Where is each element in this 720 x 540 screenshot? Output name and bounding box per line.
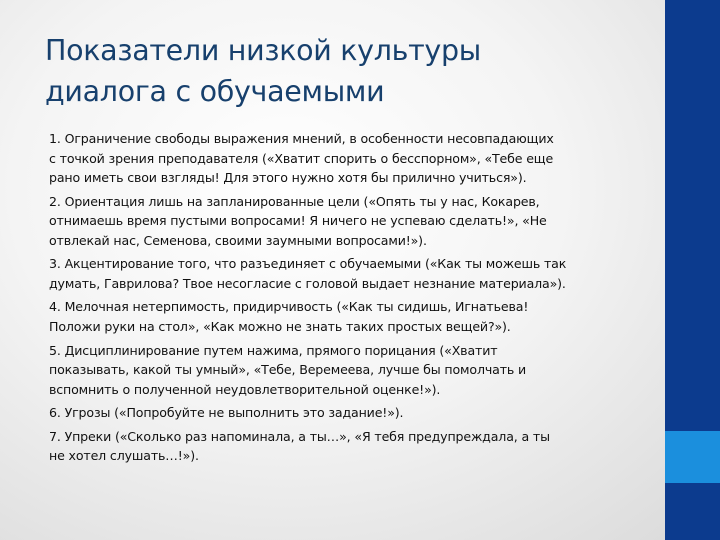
- list-item: [49, 341, 649, 400]
- text-line: 6. Угрозы («Попробуйте не выполнить это задание!»).: [49, 405, 404, 421]
- text-line: 1. Ограничение свободы выражения мнений, в особенности несовпадающих: [49, 131, 554, 146]
- list-item: [49, 427, 649, 466]
- side-accent-block: [665, 431, 720, 483]
- slide-title-line: диалога с обучаемыми: [45, 75, 385, 108]
- list-item: [49, 254, 649, 293]
- text-line: думать, Гаврилова? Твое несогласие с головой выдает незнание материала»).: [49, 275, 566, 291]
- list-item: [49, 403, 649, 423]
- text-line: с точкой зрения преподавателя («Хватит спорить о бесспорном», «Тебе еще: [49, 150, 554, 166]
- text-line: вспомнить о полученной неудовлетворительной оценке!»).: [49, 381, 441, 397]
- slide-title: [45, 30, 645, 112]
- slide-body: [49, 129, 649, 470]
- text-line: не хотел слушать…!»).: [49, 448, 199, 464]
- list-item: [49, 129, 649, 188]
- text-line: 2. Ориентация лишь на запланированные цели («Опять ты у нас, Кокарев,: [49, 193, 540, 209]
- list-item: [49, 192, 649, 251]
- text-line: отвлекай нас, Семенова, своими заумными вопросами!»).: [49, 232, 427, 248]
- text-line: отнимаешь время пустыми вопросами! Я ничего не успеваю сделать!», «Не: [49, 213, 547, 229]
- text-line: 3. Акцентирование того, что разъединяет с обучаемыми («Как ты можешь так: [49, 256, 567, 272]
- text-line: рано иметь свои взгляды! Для этого нужно хотя бы прилично учиться»).: [49, 170, 527, 186]
- text-line: 7. Упреки («Сколько раз напоминала, а ты…», «Я тебя предупреждала, а ты: [49, 428, 550, 444]
- slide-title-line: Показатели низкой культуры: [45, 34, 481, 67]
- text-line: 5. Дисциплинирование путем нажима, прямого порицания («Хватит: [49, 342, 498, 358]
- text-line: Положи руки на стол», «Как можно не знать таких простых вещей?»).: [49, 319, 511, 335]
- text-line: показывать, какой ты умный», «Тебе, Веремеева, лучше бы помолчать и: [49, 362, 527, 378]
- text-line: 4. Мелочная нетерпимость, придирчивость («Как ты сидишь, Игнатьева!: [49, 299, 529, 315]
- list-item: [49, 297, 649, 336]
